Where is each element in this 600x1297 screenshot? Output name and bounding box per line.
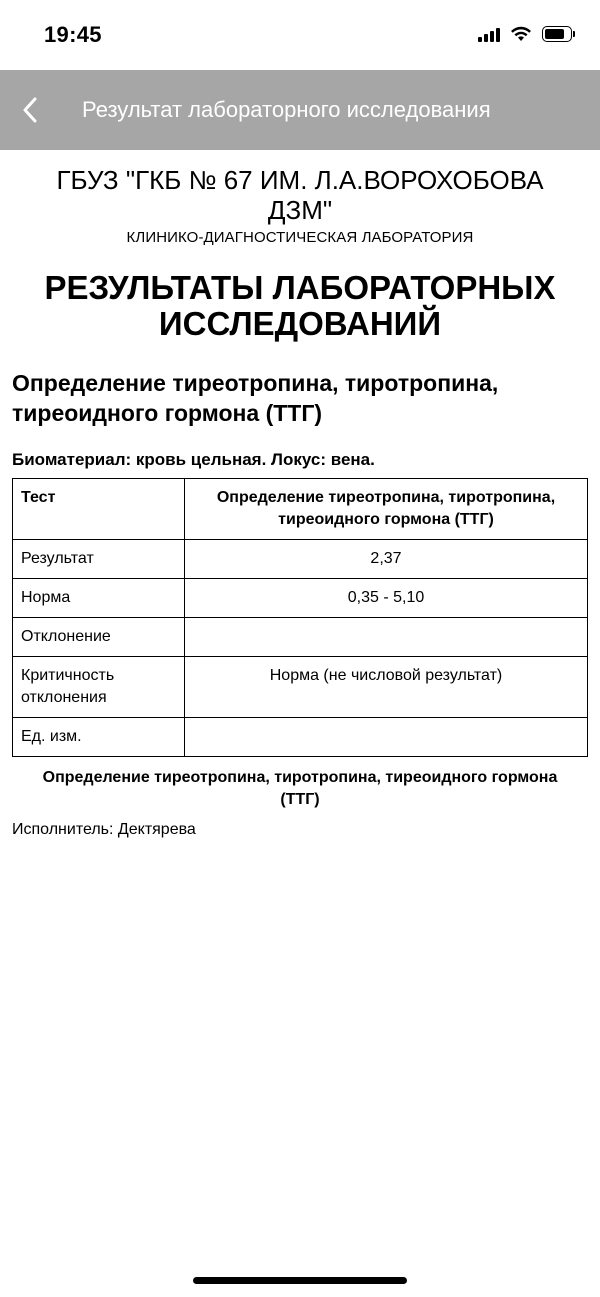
footer-test-name: Определение тиреотропина, тиротропина, тиреоидного гормона (ТТГ) [42,769,558,808]
row-value [185,618,588,657]
test-heading: Определение тиреотропина, тиротропина, тиреоидного гормона (ТТГ) [12,370,499,426]
wifi-icon [510,26,532,42]
table-header-value: Определение тиреотропина, тиротропина, тиреоидного гормона (ТТГ) [185,479,588,540]
chevron-left-icon [22,97,38,123]
row-value: 0,35 - 5,10 [185,579,588,618]
row-label: Критичность отклонения [13,657,185,718]
organization-name: ГБУЗ "ГКБ № 67 ИМ. Л.А.ВОРОХОБОВА ДЗМ" [56,165,544,225]
navigation-bar [0,70,600,150]
laboratory-name: КЛИНИКО-ДИАГНОСТИЧЕСКАЯ ЛАБОРАТОРИЯ [126,229,474,246]
status-time: 19:45 [44,22,102,47]
status-icons [478,26,572,42]
signal-icon [478,26,500,42]
status-bar [0,0,600,70]
row-value: 2,37 [185,540,588,579]
table-header-label: Тест [13,479,185,540]
document-content [0,150,600,839]
row-label: Результат [13,540,185,579]
row-label: Ед. изм. [13,718,185,757]
battery-icon [542,26,572,42]
row-value: Норма (не числовой результат) [185,657,588,718]
table-row [13,540,588,579]
table-header-row [13,479,588,540]
table-row [13,657,588,718]
performer: Исполнитель: Дектярева [12,821,196,838]
table-row [13,718,588,757]
home-indicator[interactable] [193,1277,407,1284]
table-row [13,579,588,618]
row-label: Норма [13,579,185,618]
row-label: Отклонение [13,618,185,657]
document-title: РЕЗУЛЬТАТЫ ЛАБОРАТОРНЫХ ИССЛЕДОВАНИЙ [44,269,556,342]
back-button[interactable] [0,70,60,150]
row-value [185,718,588,757]
biomaterial-info: Биоматериал: кровь цельная. Локус: вена. [12,450,375,469]
results-table [12,478,588,757]
nav-title: Результат лабораторного исследования [82,97,491,122]
table-row [13,618,588,657]
